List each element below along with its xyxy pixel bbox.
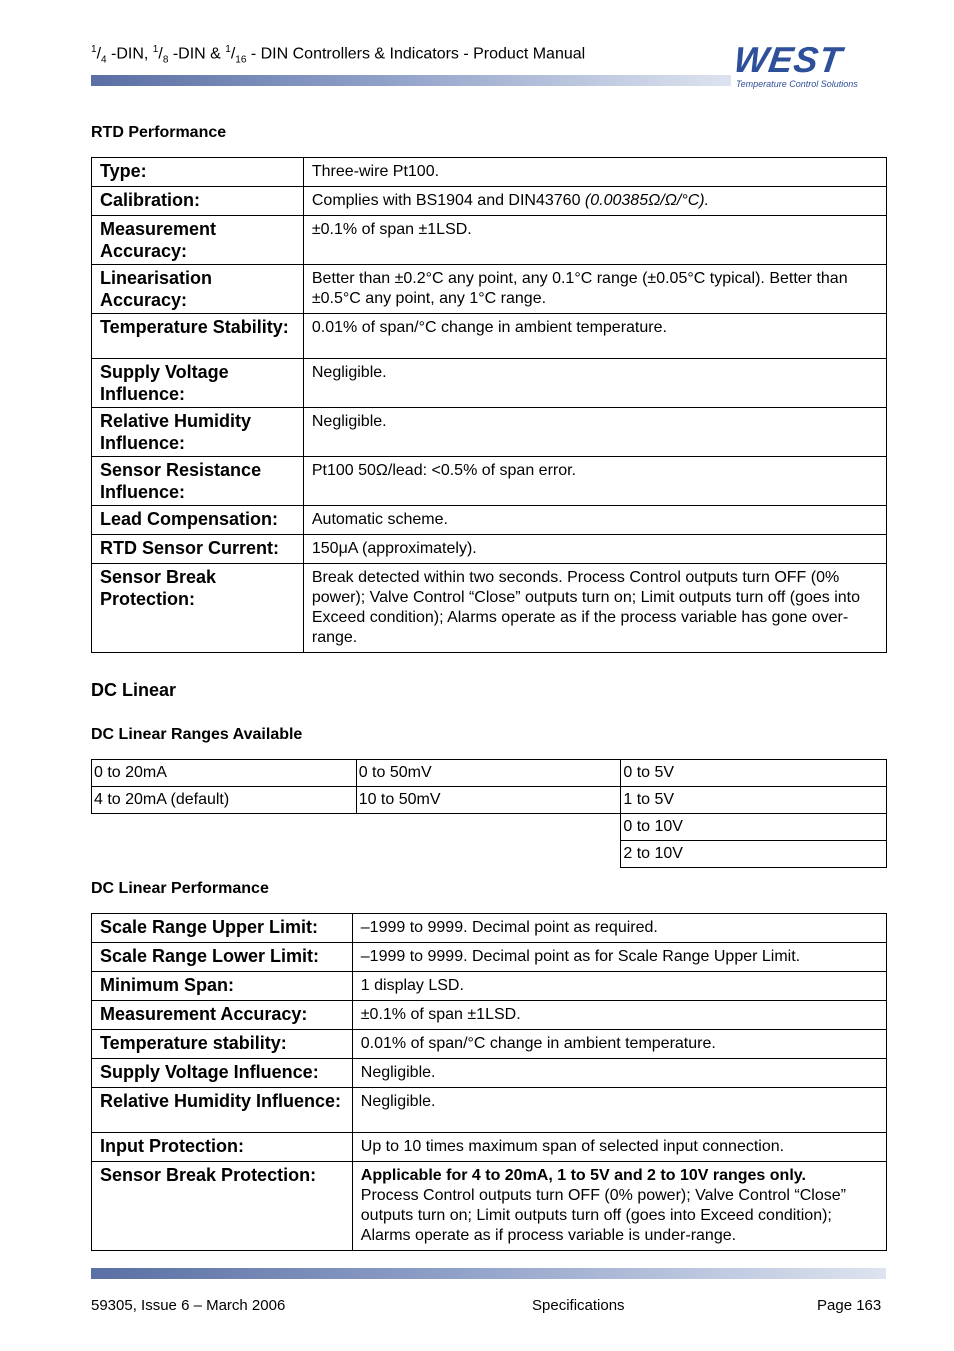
- spec-value: [303, 187, 886, 216]
- spec-value: [352, 943, 886, 972]
- spec-label: Sensor Break Protection:: [92, 1162, 353, 1251]
- spec-value-text: Up to 10 times maximum span of selected input connection.: [360, 1138, 785, 1155]
- spec-value-text: Break detected within two seconds. Process Control outputs turn OFF (0% power); Valve Control “Close” outputs turn on; Limit outputs turn off (goes into Exceed condition); Alarms operate as if the process variable has gone over-range.: [311, 569, 860, 646]
- range-row: [92, 841, 887, 868]
- spec-value-text: Negligible.: [311, 364, 387, 381]
- title-fraction-den: 8: [162, 54, 169, 66]
- spec-label: Measurement Accuracy:: [92, 1001, 353, 1030]
- spec-row: [92, 187, 887, 216]
- spec-label: Supply Voltage Influence:: [92, 1059, 353, 1088]
- spec-value: [303, 314, 886, 359]
- title-fraction-num: 1: [91, 44, 97, 55]
- spec-row: [92, 1088, 887, 1133]
- spec-value-text: Negligible.: [360, 1064, 436, 1081]
- spec-value: [303, 457, 886, 506]
- title-text: - DIN Controllers & Indicators - Product Manual: [246, 45, 586, 63]
- title-fraction-num: 1: [152, 44, 159, 55]
- spec-row: [92, 408, 887, 457]
- range-cell: 0 to 20mA: [92, 760, 357, 787]
- spec-row: [92, 1133, 887, 1162]
- spec-row: [92, 564, 887, 653]
- spec-value-text: Negligible.: [311, 413, 387, 430]
- spec-label: Input Protection:: [92, 1133, 353, 1162]
- spec-value-text: 150μA (approximately).: [311, 540, 477, 557]
- spec-value-text: ±0.1% of span ±1LSD.: [311, 221, 472, 238]
- spec-value: [303, 359, 886, 408]
- range-cell: 0 to 50mV: [356, 760, 621, 787]
- spec-label: Supply Voltage Influence:: [92, 359, 304, 408]
- spec-value: [352, 1030, 886, 1059]
- dc-ranges-table: [91, 759, 887, 868]
- dc-performance-heading: DC Linear Performance: [91, 880, 269, 897]
- spec-value: [352, 1162, 886, 1251]
- spec-value-text: Three-wire Pt100.: [311, 163, 440, 180]
- spec-value: [303, 535, 886, 564]
- title-fraction-num: 1: [225, 44, 231, 55]
- spec-value-text: 1 display LSD.: [360, 977, 464, 994]
- spec-value: [352, 1088, 886, 1133]
- spec-value-text: Automatic scheme.: [311, 511, 448, 528]
- spec-value-text: –1999 to 9999. Decimal point as for Scale Range Upper Limit.: [360, 948, 801, 965]
- spec-row: [92, 1030, 887, 1059]
- header-title: $^1/_4$ -DIN, $^1/_8$ -DIN & $^1/_{16}$ - DIN Controllers & Indicators - Product Manual: [91, 44, 586, 66]
- spec-label: Relative Humidity Influence:: [92, 1088, 353, 1133]
- spec-row: [92, 914, 887, 943]
- spec-row: [92, 359, 887, 408]
- spec-value: [352, 914, 886, 943]
- range-empty: [356, 841, 621, 868]
- spec-label: Sensor Break Protection:: [92, 564, 304, 653]
- title-fraction-den: 16: [235, 54, 247, 66]
- spec-label: Relative Humidity Influence:: [92, 408, 304, 457]
- header-rule: [91, 75, 731, 86]
- spec-label: Temperature Stability:: [92, 314, 304, 359]
- spec-label: Linearisation Accuracy:: [92, 265, 304, 314]
- spec-row: [92, 457, 887, 506]
- rtd-heading: RTD Performance: [91, 124, 227, 141]
- range-empty: [92, 814, 357, 841]
- spec-value-text: 0.01% of span/°C change in ambient temperature.: [360, 1035, 716, 1052]
- title-fraction-den: 4: [101, 54, 107, 66]
- range-cell: 2 to 10V: [621, 841, 887, 868]
- spec-row: [92, 216, 887, 265]
- spec-value-text: Process Control outputs turn OFF (0% power); Valve Control “Close” outputs turn on; Limit outputs turn off (goes into Exceed condition); Alarms operate as if process variable is under-range.: [360, 1187, 846, 1244]
- spec-value-italic: (0.00385Ω/Ω/°C).: [584, 192, 710, 209]
- spec-label: Sensor Resistance Influence:: [92, 457, 304, 506]
- spec-value-text: 0.01% of span/°C change in ambient temperature.: [311, 319, 667, 336]
- dc-linear-heading: DC Linear: [91, 680, 177, 700]
- spec-value-text: Negligible.: [360, 1093, 436, 1110]
- spec-value-text: –1999 to 9999. Decimal point as required.: [360, 919, 658, 936]
- logo-tagline: Temperature Control Solutions: [736, 79, 858, 89]
- spec-label: Type:: [92, 158, 304, 187]
- spec-label: Lead Compensation:: [92, 506, 304, 535]
- footer-rule: [91, 1268, 886, 1279]
- spec-value: [352, 1059, 886, 1088]
- spec-row: [92, 158, 887, 187]
- footer-page-number: Page 163: [817, 1297, 882, 1314]
- spec-value-text: Complies with BS1904 and DIN43760: [311, 192, 585, 209]
- spec-label: RTD Sensor Current:: [92, 535, 304, 564]
- spec-value: [303, 265, 886, 314]
- spec-label: Minimum Span:: [92, 972, 353, 1001]
- spec-row: [92, 1162, 887, 1251]
- range-cell: 0 to 5V: [621, 760, 887, 787]
- footer-section: Specifications: [532, 1297, 625, 1314]
- spec-value: [303, 158, 886, 187]
- spec-value: [352, 1001, 886, 1030]
- logo-word: WEST: [731, 39, 845, 80]
- range-row: [92, 787, 887, 814]
- footer-doc-id: 59305, Issue 6 – March 2006: [91, 1297, 286, 1314]
- spec-label: Scale Range Upper Limit:: [92, 914, 353, 943]
- spec-value-text: Pt100 50Ω/lead: <0.5% of span error.: [311, 462, 577, 479]
- spec-row: [92, 1059, 887, 1088]
- title-text: -DIN &: [168, 45, 226, 63]
- spec-label: Scale Range Lower Limit:: [92, 943, 353, 972]
- spec-value: [303, 216, 886, 265]
- spec-label: Measurement Accuracy:: [92, 216, 304, 265]
- spec-value: [352, 972, 886, 1001]
- spec-row: [92, 314, 887, 359]
- range-row: [92, 814, 887, 841]
- range-empty: [92, 841, 357, 868]
- spec-label: Temperature stability:: [92, 1030, 353, 1059]
- range-cell: 10 to 50mV: [356, 787, 621, 814]
- spec-value: [303, 408, 886, 457]
- dc-performance-table: [91, 913, 887, 1251]
- range-cell: 1 to 5V: [621, 787, 887, 814]
- spec-label: Calibration:: [92, 187, 304, 216]
- spec-row: [92, 535, 887, 564]
- west-logo: [731, 39, 886, 90]
- spec-row: [92, 972, 887, 1001]
- spec-value-text: Better than ±0.2°C any point, any 0.1°C range (±0.05°C typical). Better than ±0.5°C any point, any 1°C range.: [311, 270, 848, 307]
- spec-value: [303, 506, 886, 535]
- spec-row: [92, 943, 887, 972]
- rtd-performance-table: [91, 157, 887, 653]
- spec-row: [92, 265, 887, 314]
- title-text: -DIN,: [106, 45, 153, 63]
- spec-value-text: ±0.1% of span ±1LSD.: [360, 1006, 521, 1023]
- spec-value: [303, 564, 886, 653]
- spec-value-note: Applicable for 4 to 20mA, 1 to 5V and 2 to 10V ranges only.: [360, 1167, 806, 1184]
- range-row: [92, 760, 887, 787]
- range-empty: [356, 814, 621, 841]
- spec-row: [92, 506, 887, 535]
- spec-value: [352, 1133, 886, 1162]
- range-cell: 0 to 10V: [621, 814, 887, 841]
- dc-ranges-heading: DC Linear Ranges Available: [91, 726, 303, 743]
- range-cell: 4 to 20mA (default): [92, 787, 357, 814]
- spec-row: [92, 1001, 887, 1030]
